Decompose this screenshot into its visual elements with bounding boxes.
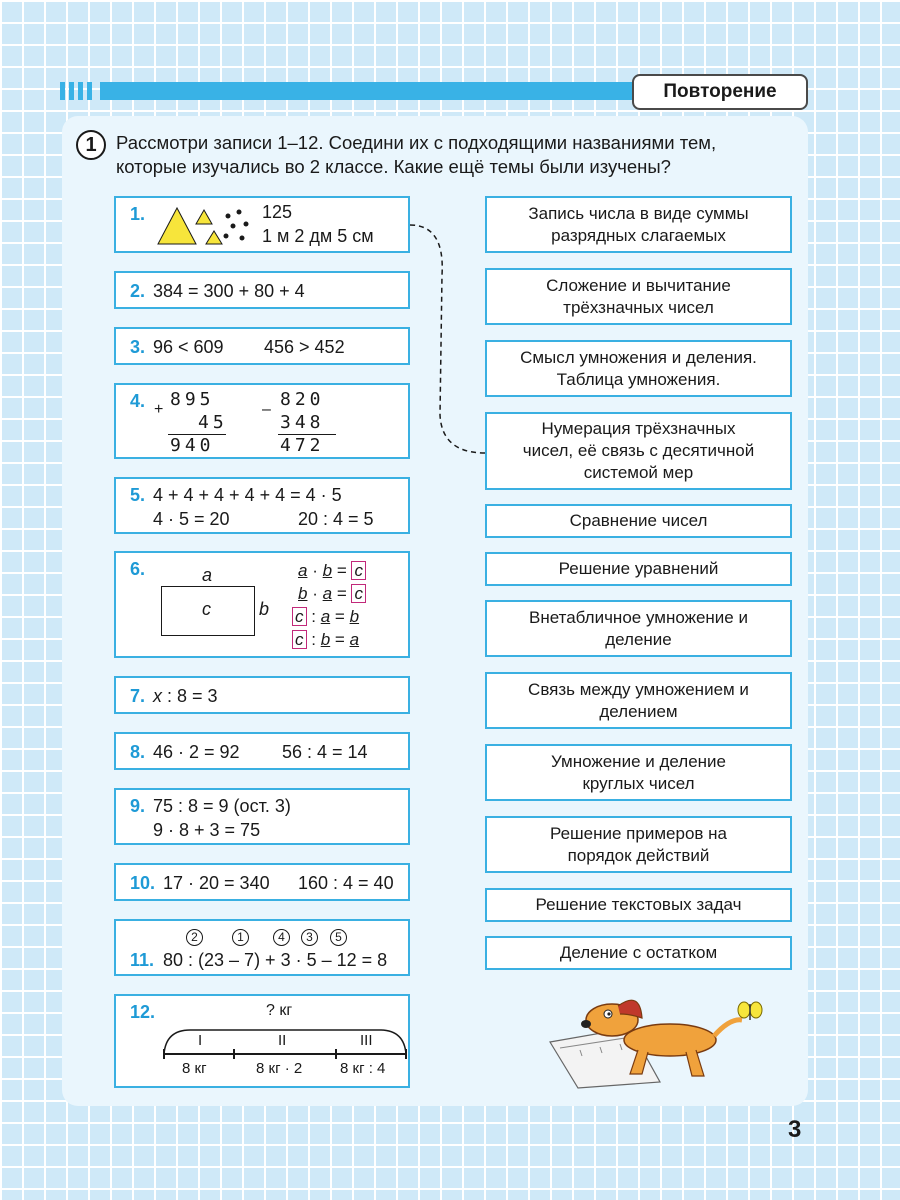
plus-sign: + bbox=[154, 401, 164, 418]
entry-11[interactable] bbox=[114, 919, 410, 976]
entry-number: 4. bbox=[130, 391, 146, 411]
entry-text: 9 · 8 + 3 = 75 bbox=[153, 820, 261, 840]
entry-5[interactable] bbox=[114, 477, 410, 534]
header-stripes bbox=[60, 82, 92, 100]
entry-text: 125 bbox=[262, 202, 293, 222]
part-value: 8 кг bbox=[182, 1060, 207, 1077]
topic-8[interactable]: Связь между умножением и делением bbox=[485, 672, 792, 729]
topic-12[interactable]: Деление с остатком bbox=[485, 936, 792, 970]
topic-1[interactable]: Запись числа в виде суммы разрядных слагаемых bbox=[485, 196, 792, 253]
entry-text: 456 > 452 bbox=[264, 337, 345, 357]
header-bar bbox=[100, 82, 640, 100]
column-number: 820 bbox=[280, 389, 325, 410]
column-number: 472 bbox=[280, 435, 325, 456]
order-mark: 4 bbox=[273, 929, 290, 946]
column-number: 348 bbox=[280, 412, 325, 433]
entry-7[interactable] bbox=[114, 676, 410, 714]
formula-row: a · b = c bbox=[298, 561, 366, 581]
entry-9[interactable] bbox=[114, 788, 410, 845]
part-value: 8 кг · 2 bbox=[256, 1060, 303, 1077]
topic-3[interactable]: Смысл умножения и деления. Таблица умножения. bbox=[485, 340, 792, 397]
entry-number: 10. bbox=[130, 873, 156, 893]
side-b-label: b bbox=[259, 599, 270, 619]
entry-number: 8. bbox=[130, 742, 146, 762]
page-number: 3 bbox=[788, 1116, 802, 1143]
entry-number: 2. bbox=[130, 281, 146, 301]
minus-sign: – bbox=[262, 401, 271, 418]
entry-12[interactable] bbox=[114, 994, 410, 1088]
entry-1[interactable] bbox=[114, 196, 410, 253]
entry-text: 46 · 2 = 92 bbox=[153, 742, 240, 762]
topic-7[interactable]: Внетабличное умножение и деление bbox=[485, 600, 792, 657]
entry-text: 75 : 8 = 9 (ост. 3) bbox=[153, 796, 291, 816]
entry-number: 7. bbox=[130, 686, 146, 706]
area-c-label: c bbox=[202, 599, 211, 619]
entry-4[interactable] bbox=[114, 383, 410, 459]
order-mark: 3 bbox=[301, 929, 318, 946]
entry-number: 12. bbox=[130, 1002, 156, 1022]
part-label: I bbox=[198, 1032, 203, 1049]
part-value: 8 кг : 4 bbox=[340, 1060, 386, 1077]
entry-10[interactable] bbox=[114, 863, 410, 901]
topic-4[interactable]: Нумерация трёхзначных чисел, её связь с десятичной системой мер bbox=[485, 412, 792, 490]
column-number: 45 bbox=[198, 412, 228, 433]
side-a-label: a bbox=[202, 565, 213, 585]
entry-text: 4 + 4 + 4 + 4 + 4 = 4 · 5 bbox=[153, 485, 342, 505]
entry-number: 5. bbox=[130, 485, 146, 505]
entry-text: 17 · 20 = 340 bbox=[163, 873, 270, 893]
shapes-icon bbox=[156, 204, 268, 248]
entry-text: 4 · 5 = 20 bbox=[153, 509, 230, 529]
topic-9[interactable]: Умножение и деление круглых чисел bbox=[485, 744, 792, 801]
task-text-line: Рассмотри записи 1–12. Соедини их с подходящими названиями тем, bbox=[116, 132, 717, 153]
entry-8[interactable] bbox=[114, 732, 410, 770]
entry-2[interactable] bbox=[114, 271, 410, 309]
formula-row: b · a = c bbox=[298, 584, 366, 604]
column-number: 940 bbox=[170, 435, 215, 456]
part-label: II bbox=[278, 1032, 287, 1049]
topic-6[interactable]: Решение уравнений bbox=[485, 552, 792, 586]
topic-2[interactable]: Сложение и вычитание трёхзначных чисел bbox=[485, 268, 792, 325]
entry-text: 56 : 4 = 14 bbox=[282, 742, 368, 762]
order-mark: 5 bbox=[330, 929, 347, 946]
section-label: Повторение bbox=[632, 74, 808, 110]
entry-text: 96 < 609 bbox=[153, 337, 224, 357]
entry-3[interactable] bbox=[114, 327, 410, 365]
order-mark: 2 bbox=[186, 929, 203, 946]
entry-text: 384 = 300 + 80 + 4 bbox=[153, 281, 305, 301]
topic-11[interactable]: Решение текстовых задач bbox=[485, 888, 792, 922]
dog-illustration bbox=[520, 990, 770, 1090]
entry-number: 6. bbox=[130, 559, 146, 579]
task-text bbox=[116, 131, 796, 179]
entry-text: 160 : 4 = 40 bbox=[298, 873, 394, 893]
entry-number: 9. bbox=[130, 796, 146, 816]
task-text-line: которые изучались во 2 классе. Какие ещё темы были изучены? bbox=[116, 156, 671, 177]
entry-text: 1 м 2 дм 5 см bbox=[262, 226, 374, 246]
formula-row: c : a = b bbox=[292, 607, 359, 627]
topic-5[interactable]: Сравнение чисел bbox=[485, 504, 792, 538]
entry-text: 80 : (23 – 7) + 3 · 5 – 12 = 8 bbox=[163, 950, 388, 970]
topic-10[interactable]: Решение примеров на порядок действий bbox=[485, 816, 792, 873]
total-label: ? кг bbox=[266, 1002, 293, 1019]
entry-number: 3. bbox=[130, 337, 146, 357]
entry-text: x : 8 = 3 bbox=[153, 686, 218, 706]
part-label: III bbox=[360, 1032, 373, 1049]
entry-number: 11. bbox=[130, 950, 155, 970]
entry-number: 1. bbox=[130, 204, 146, 224]
entry-6[interactable] bbox=[114, 551, 410, 658]
column-number: 895 bbox=[170, 389, 215, 410]
formula-row: c : b = a bbox=[292, 630, 359, 650]
entry-text: 20 : 4 = 5 bbox=[298, 509, 374, 529]
order-mark: 1 bbox=[232, 929, 249, 946]
task-number: 1 bbox=[76, 130, 106, 160]
